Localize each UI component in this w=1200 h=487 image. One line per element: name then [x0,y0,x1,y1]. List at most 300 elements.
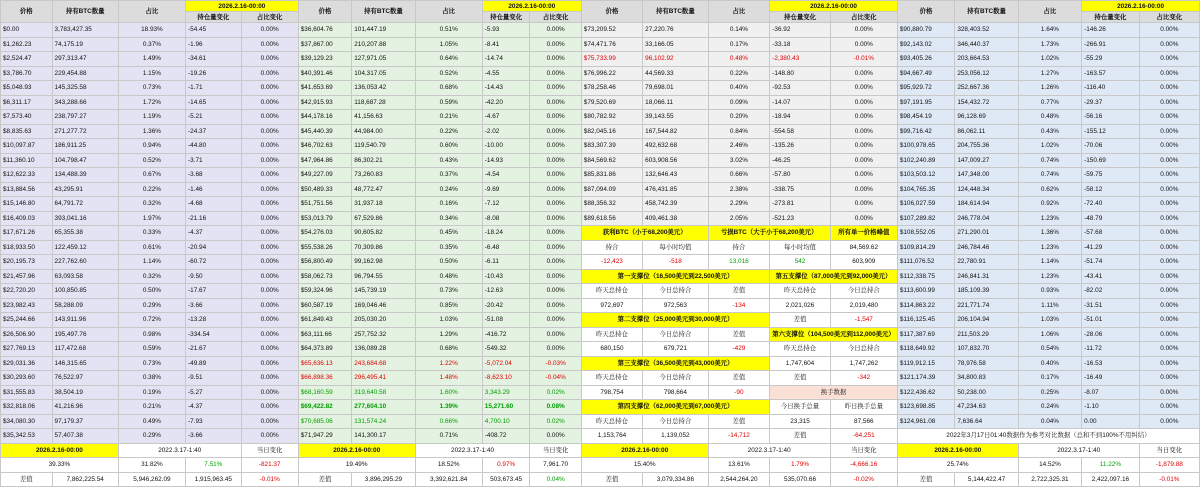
share-cell: 1.60% [415,385,482,400]
holdings-cell: 63,093.58 [52,269,118,284]
share-cell: 0.73% [118,356,185,371]
change-cell: -334.54 [186,327,242,342]
change-cell: -155.12 [1082,124,1140,139]
change-cell: -150.69 [1082,153,1140,168]
price-cell: $100,978.65 [897,139,955,154]
share-change-cell: 0.00% [1139,298,1199,313]
stat-s3-label: 第三支撑位（36,500美元到43,000美元） [581,356,769,371]
price-cell: $53,013.79 [298,211,351,226]
change-cell: -20.94 [186,240,242,255]
share-change-cell: 0.00% [530,197,581,212]
holdings-cell: 169,046.46 [352,298,415,313]
header-price: 价格 [298,1,351,23]
share-cell: 0.84% [708,124,770,139]
change-cell: -554.58 [770,124,831,139]
table-row [1,139,1200,154]
footer-share-today-change: -0.01% [241,472,298,487]
price-cell: $112,338.75 [897,269,955,284]
share-cell: 18.93% [118,23,185,38]
share-cell: 0.40% [708,81,770,96]
holdings-cell: 57,407.38 [52,429,118,444]
change-cell: -9.51 [186,371,242,386]
holdings-cell: 119,540.79 [352,139,415,154]
share-change-cell: -0.03% [530,356,581,371]
header-share-change: 占比变化 [1139,12,1199,23]
price-cell: $85,831.86 [581,168,642,183]
share-change-cell: 0.00% [1139,182,1199,197]
stat-s2-label: 第二支撑位（25,000美元到30,000美元） [581,313,769,328]
share-cell: 0.66% [708,168,770,183]
footer-share-current: 19.49% [298,458,415,473]
share-change-cell: 0.00% [1139,81,1199,96]
footer-date-current: 2026.2.16-00:00 [1,443,119,458]
share-change-cell: 0.00% [830,37,897,52]
header-date: 2026.2.16-00:00 [770,1,898,12]
share-change-cell: 0.00% [1139,95,1199,110]
stat-profit-label: 获利BTC（小于68,200美元） [581,226,708,241]
holdings-cell: 64,791.72 [52,197,118,212]
table-row [1,66,1200,81]
share-change-cell: 0.00% [1139,269,1199,284]
table-row [1,255,1200,270]
share-change-cell: 0.00% [241,23,298,38]
table-row [1,269,1200,284]
price-cell: $70,685.06 [298,414,351,429]
price-cell: $27,769.13 [1,342,53,357]
price-cell: $118,649.92 [897,342,955,357]
share-cell: 1.73% [1018,37,1081,52]
share-change-cell: 0.00% [830,168,897,183]
change-cell: -21.67 [186,342,242,357]
table-row [1,385,1200,400]
share-cell: 0.37% [415,168,482,183]
holdings-cell: 145,739.19 [352,284,415,299]
holdings-cell: 277,604.10 [352,400,415,415]
share-change-cell: 0.00% [830,197,897,212]
price-cell: $65,636.13 [298,356,351,371]
share-cell: 0.43% [415,153,482,168]
price-cell: $40,391.46 [298,66,351,81]
stat-diff-label: 差值 [708,284,770,299]
change-cell: -163.57 [1082,66,1140,81]
footer-holding-change: -821.37 [241,458,298,473]
share-cell: 0.34% [415,211,482,226]
stat-s3-t: 798,664 [643,385,708,400]
change-cell: -29.37 [1082,95,1140,110]
price-cell: $7,573.40 [1,110,53,125]
share-change-cell: 0.00% [241,66,298,81]
stat-swap-diff: -64,251 [830,429,897,444]
holdings-cell: 99,162.98 [352,255,415,270]
price-cell: $25,244.66 [1,313,53,328]
share-change-cell: 0.00% [1139,226,1199,241]
change-cell: -36.92 [770,23,831,38]
share-cell: 1.14% [1018,255,1081,270]
change-cell: -1.71 [186,81,242,96]
share-cell: 0.20% [708,110,770,125]
holdings-cell: 195,497.76 [52,327,118,342]
table-row [1,327,1200,342]
price-cell: $15,146.80 [1,197,53,212]
stat-swap-yesterday: 昨日换手总量 [830,400,897,415]
price-cell: $74,471.76 [581,37,642,52]
share-change-cell: 0.00% [530,298,581,313]
share-change-cell: 0.00% [830,139,897,154]
holdings-cell: 22,780.91 [955,255,1018,270]
table-row [1,37,1200,52]
holdings-cell: 346,440.37 [955,37,1018,52]
stat-hourly-avg: 每小时均值 [770,240,831,255]
holdings-cell: 7,636.64 [955,414,1018,429]
table-row [1,400,1200,415]
holdings-cell: 134,488.39 [52,168,118,183]
share-cell: 1.48% [415,371,482,386]
change-cell: -338.75 [770,182,831,197]
price-cell: $113,600.99 [897,284,955,299]
change-cell: -4.37 [186,400,242,415]
share-change-cell: 0.00% [830,110,897,125]
share-cell: 0.29% [118,298,185,313]
change-cell: -17.67 [186,284,242,299]
price-cell: $103,503.12 [897,168,955,183]
header-price: 价格 [581,1,642,23]
holdings-cell: 27,220.76 [643,23,708,38]
stat-swap-today-v: 23,315 [770,414,831,429]
price-cell: $2,524.47 [1,52,53,67]
share-change-cell: 0.00% [1139,313,1199,328]
change-cell: -1.46 [186,182,242,197]
holdings-cell: 143,911.96 [52,313,118,328]
stat-hold-label: 持合 [708,240,770,255]
share-cell: 1.03% [1018,313,1081,328]
change-cell: -57.68 [1082,226,1140,241]
price-cell: $114,863.22 [897,298,955,313]
footer-share-current: 25.74% [897,458,1018,473]
table-row [1,168,1200,183]
header-share: 占比 [708,1,770,23]
price-cell: $18,933.50 [1,240,53,255]
share-cell: 0.33% [118,226,185,241]
holdings-cell: 70,309.86 [352,240,415,255]
header-share: 占比 [1018,1,1081,23]
stat-r-avg-a: -518 [643,255,708,270]
change-cell: -42.20 [482,95,530,110]
table-row [1,414,1200,429]
share-change-cell: 0.02% [530,385,581,400]
holdings-cell: 100,850.85 [52,284,118,299]
price-cell: $60,587.19 [298,298,351,313]
share-cell: 0.74% [1018,153,1081,168]
share-change-cell: 0.00% [241,327,298,342]
price-cell: $84,569.62 [581,153,642,168]
holdings-cell: 48,772.47 [352,182,415,197]
share-cell: 0.54% [1018,342,1081,357]
change-cell: -8.07 [1082,385,1140,400]
price-cell: $90,880.79 [897,23,955,38]
footer-today-change: 当日变化 [1139,443,1199,458]
share-change-cell: 0.00% [530,327,581,342]
share-cell: 0.68% [415,81,482,96]
footer-btc-diff: 503,673.45 [482,472,530,487]
change-cell: 15,271.60 [482,400,530,415]
share-change-cell: 0.00% [241,81,298,96]
change-cell: -5.27 [186,385,242,400]
stat-hourly-avg: 每小时均值 [643,240,708,255]
footer-date-current: 2026.2.16-00:00 [298,443,415,458]
stat-diff-label: 差值 [708,414,770,429]
change-cell: -51.01 [1082,313,1140,328]
change-cell: 3,343.29 [482,385,530,400]
stat-yesterday-total: 昨天总持仓 [581,284,642,299]
price-cell: $66,898.36 [298,371,351,386]
holdings-cell: 246,784.46 [955,240,1018,255]
stat-s1-label: 第一支撑位（16,500美元到22,500美元） [581,269,769,284]
holdings-cell: 211,503.29 [955,327,1018,342]
footer-share-diff: 0.97% [482,458,530,473]
price-cell: $45,440.39 [298,124,351,139]
price-cell: $122,436.62 [897,385,955,400]
change-cell: -10.43 [482,269,530,284]
table-row [1,81,1200,96]
footer-btc-current: 3,896,295.29 [352,472,415,487]
footer-today-change: 当日变化 [530,443,581,458]
table-row [1,284,1200,299]
change-cell: -16.49 [1082,371,1140,386]
share-change-cell: 0.00% [1139,110,1199,125]
footer-share-diff: 1.79% [770,458,831,473]
holdings-cell: 271,290.01 [955,226,1018,241]
holdings-cell: 73,260.83 [352,168,415,183]
holdings-cell: 132,646.43 [643,168,708,183]
change-cell: -31.51 [1082,298,1140,313]
share-cell: 0.29% [118,429,185,444]
holdings-cell: 78,976.58 [955,356,1018,371]
share-change-cell: 0.00% [241,385,298,400]
share-cell: 0.09% [708,95,770,110]
footer-btc-current: 3,079,334.86 [643,472,708,487]
change-cell: -92.53 [770,81,831,96]
price-cell: $123,698.85 [897,400,955,415]
price-cell: $5,048.93 [1,81,53,96]
holdings-cell: 127,971.05 [352,52,415,67]
header-holding-change: 持仓量变化 [482,12,530,23]
price-cell: $78,258.46 [581,81,642,96]
change-cell: -34.61 [186,52,242,67]
share-change-cell: 0.00% [530,153,581,168]
share-cell: 0.71% [415,429,482,444]
change-cell: -14.65 [186,95,242,110]
footer-btc-ref: 2,544,264.20 [708,472,770,487]
share-cell: 1.02% [1018,139,1081,154]
holdings-cell: 47,234.63 [955,400,1018,415]
share-change-cell: 0.00% [241,414,298,429]
stat-r5-t: 2,019,480 [830,298,897,313]
stat-s2-t: 679,721 [643,342,708,357]
footer-share-ref: 18.52% [415,458,482,473]
share-cell: 1.19% [118,110,185,125]
holdings-cell: 136,089.28 [352,342,415,357]
holdings-cell: 33,166.05 [643,37,708,52]
holdings-cell: 90,605.82 [352,226,415,241]
share-change-cell: 0.00% [530,139,581,154]
holdings-cell: 58,288.09 [52,298,118,313]
holdings-cell: 458,742.39 [643,197,708,212]
holdings-cell: 393,041.16 [52,211,118,226]
footer-btc-ref: 5,946,262.09 [118,472,185,487]
change-cell: 4,700.10 [482,414,530,429]
stat-hold-label: 持合 [581,240,642,255]
change-cell: -4.67 [482,110,530,125]
change-cell: -72.40 [1082,197,1140,212]
price-cell: $44,178.16 [298,110,351,125]
share-change-cell: 0.00% [1139,240,1199,255]
share-cell: 0.17% [1018,371,1081,386]
stat-r-avg-b: 542 [770,255,831,270]
change-cell: -55.29 [1082,52,1140,67]
holdings-cell: 603,908.56 [643,153,708,168]
header-price: 价格 [897,1,955,23]
holdings-cell: 141,300.17 [352,429,415,444]
stat-yesterday-total: 昨天总持仓 [581,371,642,386]
stat-r5-y: 2,021,026 [770,298,831,313]
footer-btc-diff: 2,422,097.16 [1082,472,1140,487]
share-cell: 0.21% [118,400,185,415]
share-change-cell: 0.00% [241,429,298,444]
change-cell: -33.18 [770,37,831,52]
change-cell: -1.96 [186,37,242,52]
share-change-cell: 0.00% [530,95,581,110]
share-cell: 0.52% [415,66,482,81]
price-cell: $8,835.63 [1,124,53,139]
price-cell: $37,867.00 [298,37,351,52]
share-cell: 0.32% [118,197,185,212]
share-cell: 0.50% [118,284,185,299]
price-cell: $46,702.63 [298,139,351,154]
stat-r6-d: -342 [830,371,897,386]
price-cell: $49,227.09 [298,168,351,183]
table-row [1,342,1200,357]
share-change-cell: 0.00% [241,371,298,386]
share-change-cell: 0.00% [530,52,581,67]
price-cell: $69,422.82 [298,400,351,415]
stat-s2-y: 680,150 [581,342,642,357]
footer-holding-change: 7,961.70 [530,458,581,473]
share-change-cell: 0.00% [241,153,298,168]
footer-share-ref: 31.82% [118,458,185,473]
price-cell: $22,720.20 [1,284,53,299]
price-cell: $80,782.92 [581,110,642,125]
share-change-cell: 0.00% [1139,327,1199,342]
footer-share-current: 39.33% [1,458,119,473]
header-holdings: 持有BTC数量 [955,1,1018,23]
share-cell: 0.67% [118,168,185,183]
share-change-cell: 0.00% [241,356,298,371]
stat-diff-label: 差值 [708,371,770,386]
table-row [1,356,1200,371]
holdings-cell: 136,053.42 [352,81,415,96]
holdings-cell: 205,030.20 [352,313,415,328]
holdings-cell: 107,832.70 [955,342,1018,357]
change-cell: -521.23 [770,211,831,226]
stat-peak-label: 所有单一价格峰值 [830,226,897,241]
holdings-cell: 79,698.01 [643,81,708,96]
share-change-cell: 0.00% [241,139,298,154]
table-row [1,182,1200,197]
change-cell: -6.48 [482,240,530,255]
share-change-cell: 0.00% [530,81,581,96]
note-text: 2022年3月17日01:40数据作为参考对比数据（总和不到100%不用纠结） [897,429,1199,444]
share-change-cell: 0.00% [1139,284,1199,299]
table-row [1,226,1200,241]
holdings-cell: 257,752.32 [352,327,415,342]
change-cell: -5.93 [482,23,530,38]
header-holdings: 持有BTC数量 [52,1,118,23]
header-share-change: 占比变化 [241,12,298,23]
footer-btc-current: 5,144,422.47 [955,472,1018,487]
share-cell: 1.27% [1018,66,1081,81]
share-change-cell: 0.00% [1139,385,1199,400]
share-cell: 0.62% [1018,182,1081,197]
price-cell: $47,964.86 [298,153,351,168]
holdings-cell: 131,574.24 [352,414,415,429]
share-cell: 0.19% [118,385,185,400]
price-cell: $116,125.45 [897,313,955,328]
share-change-cell: 0.00% [830,124,897,139]
change-cell: -135.26 [770,139,831,154]
share-change-cell: 0.00% [241,298,298,313]
share-cell: 0.92% [1018,197,1081,212]
footer-share-current: 15.40% [581,458,708,473]
share-cell: 0.64% [415,52,482,67]
price-cell: $10,097.87 [1,139,53,154]
share-cell: 0.14% [708,23,770,38]
change-cell: -11.72 [1082,342,1140,357]
price-cell: $20,195.73 [1,255,53,270]
share-change-cell: 0.00% [1139,255,1199,270]
holdings-cell: 74,175.19 [52,37,118,52]
price-cell: $21,457.96 [1,269,53,284]
footer-diff-label: 差值 [1,472,53,487]
share-change-cell: 0.00% [241,313,298,328]
holdings-cell: 227,762.60 [52,255,118,270]
footer-btc-diff: 1,915,963.45 [186,472,242,487]
change-cell: -3.66 [186,429,242,444]
holdings-cell: 319,640.58 [352,385,415,400]
holdings-cell: 492,632.68 [643,139,708,154]
holdings-cell: 243,684.68 [352,356,415,371]
change-cell: -14.93 [482,153,530,168]
change-cell: -13.28 [186,313,242,328]
price-cell: $61,849.43 [298,313,351,328]
holdings-cell: 122,459.12 [52,240,118,255]
change-cell: -46.25 [770,153,831,168]
price-cell: $12,622.33 [1,168,53,183]
stat-swap-today: 今日换手总量 [770,400,831,415]
change-cell: -12.63 [482,284,530,299]
share-cell: 1.72% [118,95,185,110]
holdings-cell: 44,569.33 [643,66,708,81]
table-row [1,371,1200,386]
stat-r-hold-b: 13,016 [708,255,770,270]
change-cell: -14.43 [482,81,530,96]
holdings-cell: 246,778.04 [955,211,1018,226]
holdings-cell: 252,667.36 [955,81,1018,96]
stat-swap-label: 换手数据 [770,385,898,400]
price-cell: $11,360.10 [1,153,53,168]
share-change-cell: 0.00% [241,226,298,241]
footer-date-current: 2026.2.16-00:00 [581,443,708,458]
change-cell: -7.12 [482,197,530,212]
